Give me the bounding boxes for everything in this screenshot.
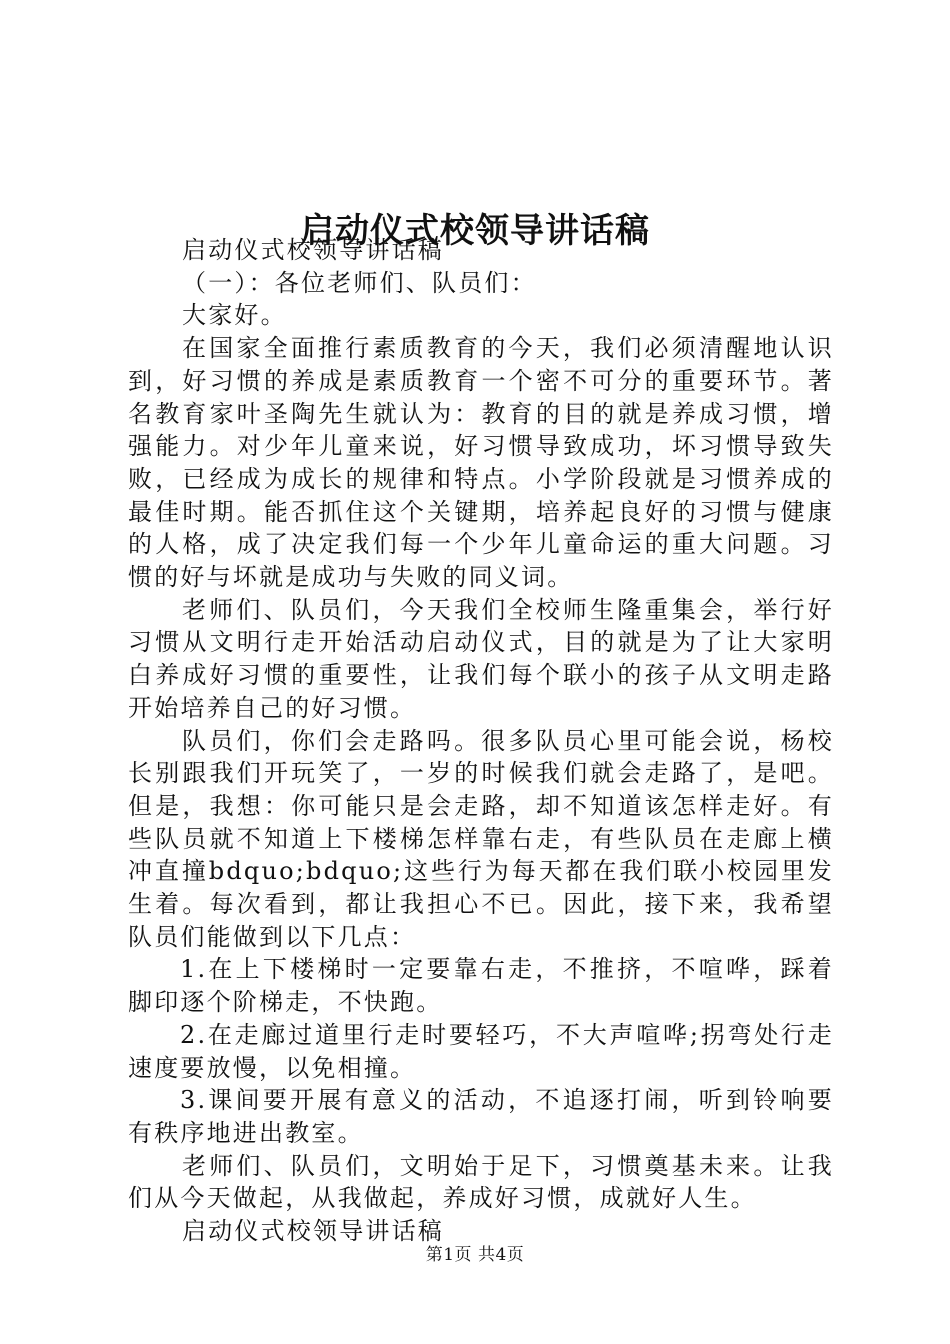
subtitle-paragraph: 启动仪式校领导讲话稿 [182,236,444,264]
body-paragraph: 在国家全面推行素质教育的今天，我们必须清醒地认识到，好习惯的养成是素质教育一个密不可分的重要环节。著名教育家叶圣陶先生就认为：教育的目的就是养成习惯，增强能力。对少年儿童来说，好习惯导致成功，坏习惯导致失败，已经成为成长的规律和特点。小学阶段就是习惯养成的最佳时期。能否抓住这个关键期，培养起良好的习惯与健康的人格，成了决定我们每一个少年儿童命运的重大问题。习惯的好与坏就是成功与失败的同义词。 [128,334,834,592]
page-footer: 第1页 共4页 [425,1245,525,1265]
list-item-paragraph: 3.课间要开展有意义的活动，不追逐打闹，听到铃响要有秩序地进出教室。 [128,1086,834,1147]
greeting-paragraph: 大家好。 [182,301,287,330]
body-paragraph: 老师们、队员们，文明始于足下，习惯奠基未来。让我们从今天做起，从我做起，养成好习惯，成就好人生。 [128,1151,834,1213]
document-body [128,234,834,1248]
body-paragraph: 队员们，你们会走路吗。很多队员心里可能会说，杨校长别跟我们开玩笑了，一岁的时候我们就会走路了，是吧。但是，我想：你可能只是会走路，却不知道该怎样走好。有些队员就不知道上下楼梯怎样靠右走，有些队员在走廊上横冲直撞bdquo;bdquo;这些行为每天都在我们联小校园里发生着。每次看到，都让我担心不已。因此，接下来，我希望队员们能做到以下几点： [128,726,834,951]
list-item-paragraph: 2.在走廊过道里行走时要轻巧，不大声喧哗;拐弯处行走速度要放慢，以免相撞。 [128,1020,834,1082]
list-item-paragraph: 1.在上下楼梯时一定要靠右走，不推挤，不喧哗，踩着脚印逐个阶梯走，不快跑。 [128,955,834,1017]
closing-paragraph: 启动仪式校领导讲话稿 [182,1217,444,1246]
document-title: 启动仪式校领导讲话稿 [300,210,650,251]
body-paragraph: 老师们、队员们，今天我们全校师生隆重集会，举行好习惯从文明行走开始活动启动仪式，目的就是为了让大家明白养成好习惯的重要性，让我们每个联小的孩子从文明走路开始培养自己的好习惯。 [128,595,834,722]
section-heading-paragraph: （一）：各位老师们、队员们： [182,268,537,297]
